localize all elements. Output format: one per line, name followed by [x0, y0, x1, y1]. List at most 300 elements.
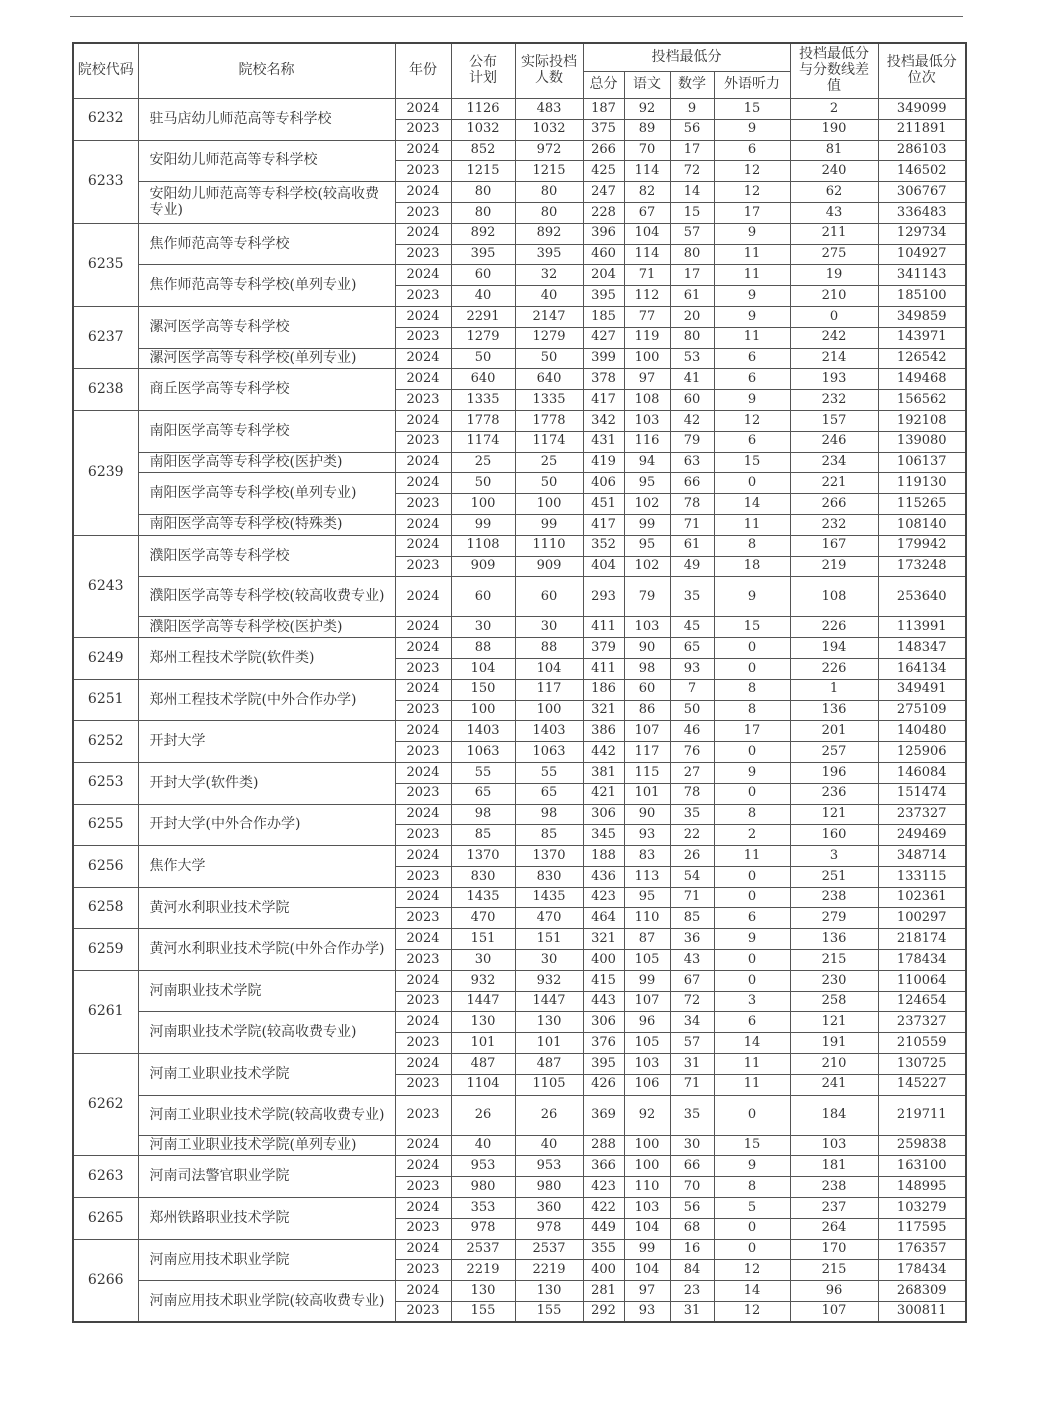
cell-chinese: 82 [624, 182, 670, 203]
cell-actual: 395 [515, 244, 583, 265]
cell-chinese: 86 [624, 700, 670, 721]
table-row [73, 182, 966, 203]
table-row [73, 970, 966, 991]
cell-math: 79 [670, 431, 714, 452]
header-name: 院校名称 [138, 43, 395, 99]
school-name: 濮阳医学高等专科学校(较高收费专业) [138, 577, 395, 617]
cell-math: 72 [670, 991, 714, 1012]
school-code: 6233 [73, 140, 138, 223]
cell-plan: 40 [451, 286, 515, 307]
cell-total: 352 [583, 535, 624, 556]
cell-chinese: 89 [624, 119, 670, 140]
cell-total: 281 [583, 1281, 624, 1302]
cell-listening: 14 [714, 1033, 790, 1054]
cell-diff: 215 [790, 1260, 878, 1281]
cell-listening: 11 [714, 327, 790, 348]
cell-diff: 160 [790, 825, 878, 846]
cell-plan: 130 [451, 1012, 515, 1033]
cell-year: 2023 [395, 1033, 451, 1054]
cell-actual: 50 [515, 348, 583, 369]
cell-total: 460 [583, 244, 624, 265]
cell-diff: 3 [790, 846, 878, 867]
cell-listening: 11 [714, 846, 790, 867]
cell-year: 2024 [395, 1135, 451, 1156]
cell-year: 2023 [395, 1177, 451, 1198]
table-row [73, 1054, 966, 1075]
cell-rank: 115265 [878, 494, 966, 515]
cell-math: 70 [670, 1177, 714, 1198]
cell-plan: 99 [451, 514, 515, 535]
cell-year: 2024 [395, 887, 451, 908]
cell-rank: 178434 [878, 950, 966, 971]
cell-listening: 14 [714, 1281, 790, 1302]
cell-rank: 349099 [878, 99, 966, 120]
cell-math: 43 [670, 950, 714, 971]
cell-year: 2024 [395, 762, 451, 783]
cell-rank: 108140 [878, 514, 966, 535]
cell-rank: 173248 [878, 556, 966, 577]
cell-rank: 124654 [878, 991, 966, 1012]
cell-actual: 1063 [515, 742, 583, 763]
cell-total: 321 [583, 929, 624, 950]
cell-listening: 0 [714, 970, 790, 991]
cell-year: 2024 [395, 182, 451, 203]
cell-plan: 830 [451, 866, 515, 887]
table-row [73, 617, 966, 638]
school-name: 河南司法警官职业学院 [138, 1156, 395, 1198]
cell-actual: 117 [515, 679, 583, 700]
cell-year: 2023 [395, 700, 451, 721]
cell-rank: 237327 [878, 804, 966, 825]
cell-math: 61 [670, 535, 714, 556]
cell-chinese: 100 [624, 348, 670, 369]
cell-math: 53 [670, 348, 714, 369]
cell-year: 2024 [395, 1012, 451, 1033]
cell-plan: 932 [451, 970, 515, 991]
cell-chinese: 108 [624, 390, 670, 411]
cell-actual: 100 [515, 494, 583, 515]
cell-actual: 892 [515, 223, 583, 244]
cell-diff: 221 [790, 473, 878, 494]
cell-plan: 60 [451, 265, 515, 286]
cell-actual: 980 [515, 1177, 583, 1198]
cell-rank: 185100 [878, 286, 966, 307]
cell-listening: 9 [714, 119, 790, 140]
school-name: 黄河水利职业技术学院 [138, 887, 395, 929]
cell-diff: 181 [790, 1156, 878, 1177]
cell-diff: 107 [790, 1302, 878, 1323]
cell-math: 35 [670, 804, 714, 825]
cell-total: 355 [583, 1239, 624, 1260]
cell-actual: 2147 [515, 306, 583, 327]
cell-total: 464 [583, 908, 624, 929]
cell-year: 2023 [395, 1074, 451, 1095]
cell-year: 2024 [395, 535, 451, 556]
cell-math: 57 [670, 1033, 714, 1054]
cell-listening: 12 [714, 1260, 790, 1281]
cell-diff: 136 [790, 700, 878, 721]
cell-math: 57 [670, 223, 714, 244]
cell-chinese: 90 [624, 804, 670, 825]
cell-chinese: 92 [624, 99, 670, 120]
cell-actual: 80 [515, 202, 583, 223]
cell-year: 2024 [395, 638, 451, 659]
table-row [73, 410, 966, 431]
cell-chinese: 116 [624, 431, 670, 452]
cell-year: 2024 [395, 452, 451, 473]
cell-chinese: 87 [624, 929, 670, 950]
cell-diff: 266 [790, 494, 878, 515]
cell-diff: 121 [790, 1012, 878, 1033]
cell-diff: 184 [790, 1095, 878, 1135]
cell-diff: 237 [790, 1198, 878, 1219]
cell-total: 415 [583, 970, 624, 991]
cell-rank: 103279 [878, 1198, 966, 1219]
cell-chinese: 105 [624, 950, 670, 971]
cell-total: 400 [583, 950, 624, 971]
cell-math: 42 [670, 410, 714, 431]
cell-listening: 8 [714, 679, 790, 700]
table-row [73, 929, 966, 950]
school-name: 河南应用技术职业学院(较高收费专业) [138, 1281, 395, 1323]
cell-actual: 2537 [515, 1239, 583, 1260]
cell-year: 2023 [395, 202, 451, 223]
cell-plan: 30 [451, 950, 515, 971]
cell-chinese: 97 [624, 1281, 670, 1302]
cell-diff: 96 [790, 1281, 878, 1302]
cell-rank: 336483 [878, 202, 966, 223]
cell-plan: 1279 [451, 327, 515, 348]
school-name: 焦作师范高等专科学校(单列专业) [138, 265, 395, 307]
cell-total: 423 [583, 1177, 624, 1198]
cell-diff: 1 [790, 679, 878, 700]
cell-rank: 148347 [878, 638, 966, 659]
cell-math: 72 [670, 161, 714, 182]
cell-plan: 1435 [451, 887, 515, 908]
table-header [73, 43, 966, 99]
cell-chinese: 83 [624, 846, 670, 867]
school-code: 6261 [73, 970, 138, 1053]
cell-listening: 8 [714, 535, 790, 556]
school-code: 6253 [73, 762, 138, 804]
cell-actual: 155 [515, 1302, 583, 1323]
cell-diff: 170 [790, 1239, 878, 1260]
cell-chinese: 95 [624, 887, 670, 908]
cell-rank: 348714 [878, 846, 966, 867]
school-name: 郑州工程技术学院(软件类) [138, 638, 395, 680]
cell-total: 423 [583, 887, 624, 908]
school-code: 6251 [73, 679, 138, 721]
school-code: 6252 [73, 721, 138, 763]
cell-listening: 9 [714, 577, 790, 617]
cell-year: 2024 [395, 1054, 451, 1075]
cell-plan: 1447 [451, 991, 515, 1012]
cell-diff: 211 [790, 223, 878, 244]
table-row [73, 514, 966, 535]
cell-plan: 470 [451, 908, 515, 929]
cell-total: 386 [583, 721, 624, 742]
cell-chinese: 104 [624, 1260, 670, 1281]
school-name: 黄河水利职业技术学院(中外合作办学) [138, 929, 395, 971]
cell-plan: 50 [451, 348, 515, 369]
cell-rank: 148995 [878, 1177, 966, 1198]
cell-year: 2024 [395, 514, 451, 535]
school-code: 6249 [73, 638, 138, 680]
cell-actual: 1110 [515, 535, 583, 556]
cell-actual: 1105 [515, 1074, 583, 1095]
cell-math: 66 [670, 473, 714, 494]
cell-rank: 192108 [878, 410, 966, 431]
cell-rank: 349491 [878, 679, 966, 700]
school-name: 开封大学(中外合作办学) [138, 804, 395, 846]
cell-diff: 201 [790, 721, 878, 742]
header-min-score-group: 投档最低分 [583, 43, 790, 72]
cell-chinese: 113 [624, 866, 670, 887]
cell-year: 2024 [395, 410, 451, 431]
cell-plan: 155 [451, 1302, 515, 1323]
cell-plan: 100 [451, 494, 515, 515]
cell-math: 85 [670, 908, 714, 929]
cell-chinese: 94 [624, 452, 670, 473]
cell-total: 288 [583, 1135, 624, 1156]
table-row [73, 140, 966, 161]
cell-math: 23 [670, 1281, 714, 1302]
cell-chinese: 92 [624, 1095, 670, 1135]
cell-chinese: 99 [624, 970, 670, 991]
cell-math: 49 [670, 556, 714, 577]
cell-actual: 50 [515, 473, 583, 494]
school-code: 6263 [73, 1156, 138, 1198]
cell-year: 2024 [395, 348, 451, 369]
header-math: 数学 [670, 72, 714, 99]
cell-actual: 1370 [515, 846, 583, 867]
cell-math: 30 [670, 1135, 714, 1156]
cell-plan: 80 [451, 182, 515, 203]
cell-rank: 164134 [878, 658, 966, 679]
cell-diff: 215 [790, 950, 878, 971]
cell-listening: 12 [714, 182, 790, 203]
cell-chinese: 99 [624, 514, 670, 535]
school-name: 安阳幼儿师范高等专科学校(较高收费专业) [138, 182, 395, 224]
cell-chinese: 103 [624, 617, 670, 638]
cell-plan: 892 [451, 223, 515, 244]
cell-total: 399 [583, 348, 624, 369]
school-name: 安阳幼儿师范高等专科学校 [138, 140, 395, 182]
cell-year: 2023 [395, 866, 451, 887]
cell-math: 46 [670, 721, 714, 742]
cell-math: 15 [670, 202, 714, 223]
cell-total: 426 [583, 1074, 624, 1095]
cell-chinese: 97 [624, 369, 670, 390]
cell-math: 54 [670, 866, 714, 887]
cell-plan: 852 [451, 140, 515, 161]
cell-actual: 26 [515, 1095, 583, 1135]
school-name: 南阳医学高等专科学校 [138, 410, 395, 452]
cell-total: 395 [583, 286, 624, 307]
cell-plan: 2291 [451, 306, 515, 327]
cell-rank: 306767 [878, 182, 966, 203]
cell-actual: 40 [515, 1135, 583, 1156]
cell-rank: 219711 [878, 1095, 966, 1135]
cell-listening: 8 [714, 1177, 790, 1198]
cell-math: 16 [670, 1239, 714, 1260]
cell-listening: 11 [714, 244, 790, 265]
cell-actual: 130 [515, 1281, 583, 1302]
cell-total: 395 [583, 1054, 624, 1075]
cell-chinese: 99 [624, 1239, 670, 1260]
cell-year: 2024 [395, 846, 451, 867]
cell-math: 76 [670, 742, 714, 763]
cell-listening: 14 [714, 494, 790, 515]
cell-chinese: 95 [624, 473, 670, 494]
cell-rank: 100297 [878, 908, 966, 929]
cell-diff: 167 [790, 535, 878, 556]
cell-year: 2024 [395, 970, 451, 991]
cell-total: 451 [583, 494, 624, 515]
cell-year: 2023 [395, 742, 451, 763]
cell-plan: 55 [451, 762, 515, 783]
table-row [73, 223, 966, 244]
school-name: 漯河医学高等专科学校 [138, 306, 395, 348]
cell-rank: 249469 [878, 825, 966, 846]
cell-diff: 238 [790, 1177, 878, 1198]
school-code: 6266 [73, 1239, 138, 1322]
cell-total: 411 [583, 617, 624, 638]
table-row [73, 348, 966, 369]
cell-listening: 8 [714, 804, 790, 825]
cell-math: 66 [670, 1156, 714, 1177]
cell-actual: 909 [515, 556, 583, 577]
cell-year: 2023 [395, 119, 451, 140]
cell-math: 56 [670, 119, 714, 140]
header-listening: 外语听力 [714, 72, 790, 99]
cell-actual: 1032 [515, 119, 583, 140]
cell-math: 61 [670, 286, 714, 307]
cell-diff: 103 [790, 1135, 878, 1156]
cell-chinese: 90 [624, 638, 670, 659]
cell-diff: 238 [790, 887, 878, 908]
cell-math: 68 [670, 1218, 714, 1239]
cell-year: 2024 [395, 1239, 451, 1260]
cell-total: 228 [583, 202, 624, 223]
cell-plan: 40 [451, 1135, 515, 1156]
cell-chinese: 95 [624, 535, 670, 556]
cell-actual: 32 [515, 265, 583, 286]
cell-chinese: 71 [624, 265, 670, 286]
cell-total: 375 [583, 119, 624, 140]
cell-total: 293 [583, 577, 624, 617]
cell-plan: 1108 [451, 535, 515, 556]
cell-rank: 211891 [878, 119, 966, 140]
cell-year: 2024 [395, 929, 451, 950]
cell-actual: 40 [515, 286, 583, 307]
school-code: 6258 [73, 887, 138, 929]
school-name: 南阳医学高等专科学校(特殊类) [138, 514, 395, 535]
cell-year: 2023 [395, 244, 451, 265]
cell-actual: 1435 [515, 887, 583, 908]
cell-year: 2023 [395, 1218, 451, 1239]
cell-rank: 145227 [878, 1074, 966, 1095]
cell-year: 2023 [395, 494, 451, 515]
cell-chinese: 79 [624, 577, 670, 617]
cell-listening: 9 [714, 1156, 790, 1177]
cell-plan: 98 [451, 804, 515, 825]
cell-rank: 125906 [878, 742, 966, 763]
cell-rank: 268309 [878, 1281, 966, 1302]
cell-chinese: 114 [624, 161, 670, 182]
cell-total: 431 [583, 431, 624, 452]
cell-diff: 157 [790, 410, 878, 431]
school-name: 河南工业职业技术学院 [138, 1054, 395, 1096]
cell-actual: 60 [515, 577, 583, 617]
cell-actual: 360 [515, 1198, 583, 1219]
cell-total: 376 [583, 1033, 624, 1054]
cell-total: 436 [583, 866, 624, 887]
cell-math: 80 [670, 244, 714, 265]
cell-math: 50 [670, 700, 714, 721]
cell-diff: 251 [790, 866, 878, 887]
cell-year: 2024 [395, 140, 451, 161]
cell-year: 2023 [395, 556, 451, 577]
page-top-rule [70, 16, 963, 17]
cell-total: 419 [583, 452, 624, 473]
cell-diff: 234 [790, 452, 878, 473]
cell-math: 20 [670, 306, 714, 327]
cell-year: 2023 [395, 431, 451, 452]
cell-listening: 0 [714, 742, 790, 763]
cell-rank: 139080 [878, 431, 966, 452]
cell-rank: 129734 [878, 223, 966, 244]
cell-plan: 980 [451, 1177, 515, 1198]
school-name: 焦作师范高等专科学校 [138, 223, 395, 265]
cell-year: 2023 [395, 908, 451, 929]
cell-rank: 110064 [878, 970, 966, 991]
cell-chinese: 107 [624, 721, 670, 742]
school-name: 郑州铁路职业技术学院 [138, 1198, 395, 1240]
cell-year: 2023 [395, 783, 451, 804]
cell-listening: 18 [714, 556, 790, 577]
cell-actual: 104 [515, 658, 583, 679]
cell-total: 266 [583, 140, 624, 161]
cell-total: 406 [583, 473, 624, 494]
cell-plan: 953 [451, 1156, 515, 1177]
cell-total: 185 [583, 306, 624, 327]
school-code: 6239 [73, 410, 138, 535]
cell-diff: 264 [790, 1218, 878, 1239]
cell-rank: 178434 [878, 1260, 966, 1281]
cell-year: 2024 [395, 679, 451, 700]
cell-plan: 104 [451, 658, 515, 679]
cell-math: 17 [670, 265, 714, 286]
cell-chinese: 110 [624, 908, 670, 929]
table-row [73, 577, 966, 617]
cell-listening: 0 [714, 1218, 790, 1239]
cell-listening: 0 [714, 783, 790, 804]
school-name: 河南职业技术学院 [138, 970, 395, 1012]
cell-actual: 1174 [515, 431, 583, 452]
school-name: 郑州工程技术学院(中外合作办学) [138, 679, 395, 721]
cell-chinese: 112 [624, 286, 670, 307]
cell-year: 2023 [395, 950, 451, 971]
cell-math: 65 [670, 638, 714, 659]
cell-year: 2024 [395, 306, 451, 327]
cell-actual: 640 [515, 369, 583, 390]
cell-diff: 257 [790, 742, 878, 763]
cell-year: 2024 [395, 265, 451, 286]
cell-year: 2023 [395, 1302, 451, 1323]
cell-total: 292 [583, 1302, 624, 1323]
cell-math: 45 [670, 617, 714, 638]
